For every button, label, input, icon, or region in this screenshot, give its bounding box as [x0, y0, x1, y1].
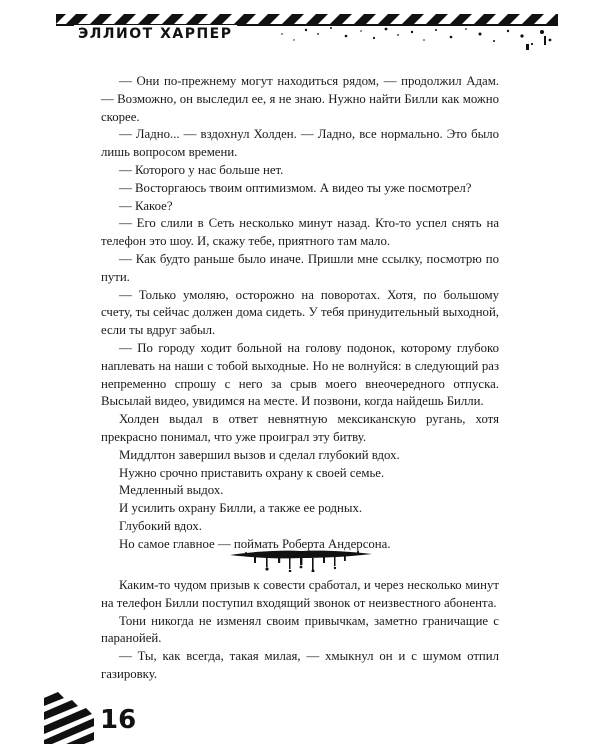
paragraph: Но самое главное — поймать Роберта Андерсона.	[119, 536, 391, 551]
paragraph: Медленный выдох.	[119, 483, 224, 498]
section-break-ink-ornament-icon	[226, 540, 376, 572]
page-number: 16	[100, 705, 137, 735]
paragraph: — Его слили в Сеть несколько минут назад. Кто-то успел снять на телефон это шоу. И, скажу тебе, приятного там мало.	[101, 216, 499, 249]
paragraph: И усилить охрану Билли, а также ее родных.	[119, 501, 363, 516]
paragraph: Нужно срочно приставить охрану к своей семье.	[119, 465, 385, 480]
footer-hazard-stripes-icon	[44, 692, 94, 744]
paragraph: — Как будто раньше было иначе. Пришли мне ссылку, посмотрю по пути.	[101, 251, 499, 284]
paragraph: — Ты, как всегда, такая милая, — хмыкнул он и с шумом отпил газировку.	[101, 649, 499, 681]
paragraph: Глубокий вдох.	[119, 518, 202, 533]
body-text-part2	[101, 577, 499, 684]
paragraph: — Только умоляю, осторожно на поворотах. Хотя, по большому счету, ты сейчас должен дома сидеть. У тебя принудительный выходной, если ты вдруг забыл.	[101, 287, 499, 338]
paragraph: Каким-то чудом призыв к совести сработал, и через несколько минут на телефон Билли поступил входящий звонок от неизвестного абонента.	[101, 578, 499, 610]
paragraph: Холден выдал в ответ невнятную мексиканскую ругань, хотя прекрасно понимал, что уже проиграл эту битву.	[101, 412, 499, 444]
paragraph: — Они по-прежнему могут находиться рядом, — продолжил Адам. — Возможно, он выследил ее, я не знаю. Нужно найти Билли как можно скорее.	[101, 74, 499, 124]
paragraph: — Восторгаюсь твоим оптимизмом. А видео ты уже посмотрел?	[119, 180, 472, 195]
paragraph: — По городу ходит больной на голову подонок, которому глубоко наплевать на наши с тобой выходные. Но не волнуйся: в следующий раз непременно спрошу с него за срыв моего внеочередного отпуска. Высылай видео, увидимся на месте. И позвони, когда найдешь Билли.	[101, 340, 499, 409]
paragraph: — Ладно... — вздохнул Холден. — Ладно, все нормально. Это было лишь вопросом времени.	[101, 127, 499, 160]
running-head: ЭЛЛИОТ ХАРПЕР	[74, 25, 237, 43]
paragraph: — Которого у нас больше нет.	[119, 162, 284, 177]
paragraph: — Какое?	[119, 198, 173, 213]
body-text-part1	[101, 73, 499, 554]
paragraph: Тони никогда не изменял своим привычкам, заметно граничащие с паранойей.	[101, 613, 499, 646]
paragraph: Миддлтон завершил вызов и сделал глубокий вдох.	[119, 447, 400, 462]
